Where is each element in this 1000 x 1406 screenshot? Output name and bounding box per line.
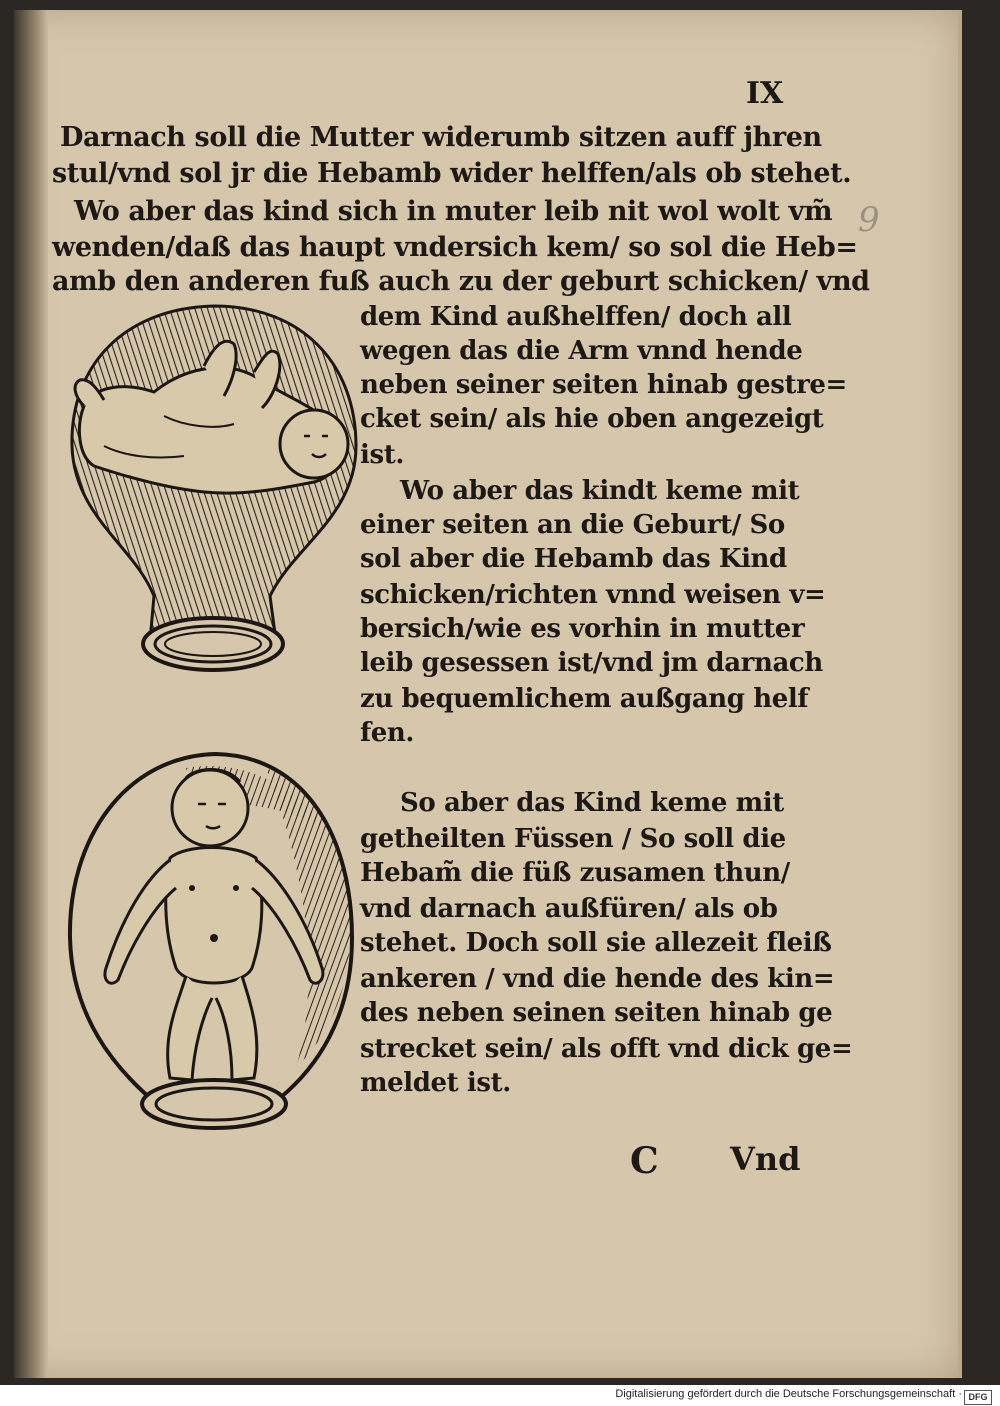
woodcut-infant-transverse [64,296,364,696]
text-line: fen. [360,718,415,748]
text-line: des neben seinen seiten hinab ge [360,998,833,1028]
text-line: ankeren / vnd die hende des kin= [360,964,835,994]
text-line: schicken/richten vnnd weisen v= [360,580,826,610]
woodcut-infant-standing [66,748,356,1148]
funding-credit: Digitalisierung gefördert durch die Deutsche Forschungsgemeinschaft · [615,1388,962,1400]
signature-mark: C [630,1140,659,1182]
text-line: vnd darnach außfüren/ als ob [360,894,778,924]
footer-bar [0,1388,1000,1406]
margin-note: 9 [858,200,880,240]
text-line: wegen das die Arm vnnd hende [360,336,803,366]
text-line: Wo aber das kindt keme mit [400,476,800,506]
text-line: So aber das Kind keme mit [400,788,784,818]
text-line: Wo aber das kind sich in muter leib nit wol wolt vm̃ [74,196,833,227]
text-line: sol aber die Hebamb das Kind [360,544,787,574]
text-line: cket sein/ als hie oben angezeigt [360,404,824,434]
text-line: amb den anderen fuß auch zu der geburt schicken/ vnd [52,266,870,297]
text-line: getheilten Füssen / So soll die [360,824,786,854]
text-line: einer seiten an die Geburt/ So [360,510,785,540]
text-line: dem Kind außhelffen/ doch all [360,302,792,332]
page-gutter [14,10,48,1378]
text-line: Hebam̃ die füß zusamen thun/ [360,858,790,888]
text-line: leib gesessen ist/vnd jm darnach [360,648,823,678]
text-line: neben seiner seiten hinab gestre= [360,370,847,400]
text-line: stehet. Doch soll sie allezeit fleiß [360,928,832,958]
text-line: zu bequemlichem außgang helf [360,684,809,714]
dfg-logo: DFG [964,1390,992,1405]
text-line: ist. [360,440,404,470]
folio-number: IX [746,76,784,111]
text-line: meldet ist. [360,1068,511,1098]
text-line: Darnach soll die Mutter widerumb sitzen auff jhren [60,122,822,153]
text-line: bersich/wie es vorhin in mutter [360,614,805,644]
text-line: strecket sein/ als offt vnd dick ge= [360,1034,853,1064]
text-line: wenden/daß das haupt vndersich kem/ so sol die Heb= [52,232,858,263]
catchword: Vnd [730,1140,801,1178]
text-line: stul/vnd sol jr die Hebamb wider helffen/als ob stehet. [52,158,852,189]
